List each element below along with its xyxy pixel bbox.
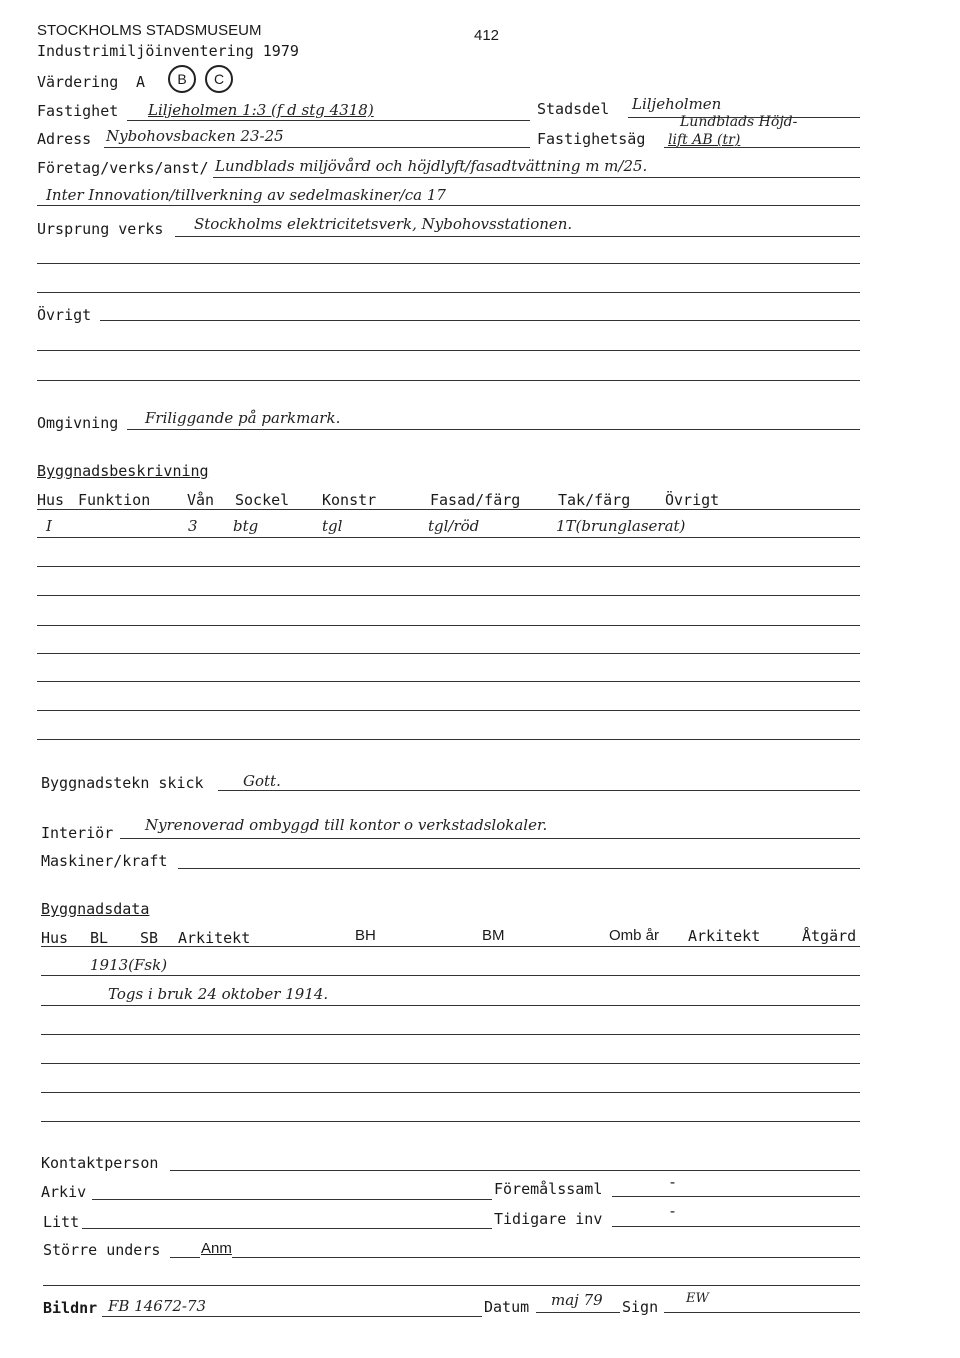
blank-line bbox=[37, 380, 860, 381]
bd-row-line bbox=[41, 975, 860, 976]
blank-line bbox=[43, 1285, 860, 1286]
tidigare-inv-value: - bbox=[668, 1202, 678, 1220]
datum-line bbox=[536, 1312, 620, 1313]
sign-label: Sign bbox=[622, 1298, 659, 1316]
blank-line bbox=[37, 739, 860, 740]
tidigare-inv-line bbox=[612, 1226, 860, 1227]
fastighet-label: Fastighet bbox=[37, 102, 119, 120]
blank-line bbox=[37, 653, 860, 654]
interior-label: Interiör bbox=[41, 824, 114, 842]
blank-line bbox=[41, 1121, 860, 1122]
blank-line bbox=[37, 292, 860, 293]
col-ovrigt: Övrigt bbox=[665, 491, 720, 509]
col-van: Vån bbox=[187, 491, 215, 509]
company-label: Företag/verks/anst/ bbox=[37, 159, 209, 177]
bd-col-bl: BL bbox=[90, 929, 109, 947]
foremalssaml-label: Föremålssaml bbox=[494, 1180, 603, 1198]
col-sockel: Sockel bbox=[235, 491, 290, 509]
bildnr-value: FB 14672-73 bbox=[108, 1297, 207, 1315]
litt-label: Litt bbox=[43, 1213, 80, 1231]
surroundings-label: Omgivning bbox=[37, 414, 119, 432]
blank-line bbox=[37, 350, 860, 351]
blank-line bbox=[37, 625, 860, 626]
adress-value: Nybohovsbacken 23-25 bbox=[106, 127, 284, 145]
page-number: 412 bbox=[474, 27, 500, 44]
condition-value: Gott. bbox=[243, 772, 281, 790]
building-data-heading: Byggnadsdata bbox=[41, 900, 150, 918]
bd-col-atgard: Åtgärd bbox=[802, 927, 857, 945]
interior-line bbox=[120, 838, 860, 839]
datum-label: Datum bbox=[484, 1298, 530, 1316]
origin-line bbox=[175, 236, 860, 237]
origin-label: Ursprung verks bbox=[37, 220, 164, 238]
bd-row-line bbox=[41, 1005, 860, 1006]
col-fasad: Fasad/färg bbox=[430, 491, 521, 509]
stadsdel-label: Stadsdel bbox=[537, 100, 610, 118]
origin-value: Stockholms elektricitetsverk, Nybohovsstationen. bbox=[194, 215, 573, 233]
cell-hus: I bbox=[46, 517, 52, 535]
fastighet-value: Liljeholmen 1:3 (f d stg 4318) bbox=[148, 101, 374, 119]
surroundings-value: Friliggande på parkmark. bbox=[145, 409, 341, 427]
foremalssaml-line bbox=[612, 1196, 860, 1197]
company-value-line1: Lundblads miljövård och höjdlyft/fasadtvättning m m/25. bbox=[215, 157, 648, 175]
col-funktion: Funktion bbox=[78, 491, 151, 509]
valuation-option-a: A bbox=[136, 73, 146, 91]
blank-line bbox=[37, 595, 860, 596]
cell-tak: 1T(brunglaserat) bbox=[556, 517, 686, 535]
interior-value: Nyrenoverad ombyggd till kontor o verkstadslokaler. bbox=[145, 816, 548, 834]
machinery-label: Maskiner/kraft bbox=[41, 852, 168, 870]
bd-line-1: 1913(Fsk) bbox=[90, 956, 168, 974]
bd-col-omb-ar: Omb år bbox=[609, 927, 660, 944]
bd-header-line bbox=[41, 946, 860, 947]
condition-label: Byggnadstekn skick bbox=[41, 774, 204, 792]
adress-label: Adress bbox=[37, 130, 92, 148]
condition-line bbox=[218, 790, 860, 791]
fastighetsag-value-line2: lift AB (tr) bbox=[668, 132, 741, 148]
blank-line bbox=[41, 1092, 860, 1093]
col-tak: Tak/färg bbox=[558, 491, 631, 509]
header-line bbox=[37, 509, 860, 510]
machinery-line bbox=[178, 868, 860, 869]
sign-value: EW bbox=[686, 1291, 709, 1306]
blank-line bbox=[37, 263, 860, 264]
blank-line bbox=[37, 681, 860, 682]
anm-line bbox=[232, 1257, 860, 1258]
kontaktperson-line bbox=[170, 1170, 860, 1171]
fastighet-line bbox=[127, 120, 530, 121]
fastighetsag-label: Fastighetsäg bbox=[537, 130, 646, 148]
bd-col-hus: Hus bbox=[41, 929, 69, 947]
fastighetsag-line bbox=[664, 147, 860, 148]
blank-line bbox=[41, 1034, 860, 1035]
valuation-label: Värdering bbox=[37, 73, 119, 91]
bd-col-bh: BH bbox=[355, 927, 376, 944]
foremalssaml-value: - bbox=[668, 1173, 678, 1191]
other-label: Övrigt bbox=[37, 306, 92, 324]
bd-line-2: Togs i bruk 24 oktober 1914. bbox=[108, 985, 329, 1003]
arkiv-label: Arkiv bbox=[41, 1183, 87, 1201]
litt-line bbox=[82, 1228, 492, 1229]
stadsdel-value: Liljeholmen bbox=[632, 95, 722, 113]
cell-sockel: btg bbox=[233, 517, 259, 535]
row-line bbox=[37, 537, 860, 538]
valuation-option-b-circled: B bbox=[168, 65, 196, 93]
company-line-1 bbox=[213, 177, 860, 178]
bd-col-arkitekt-2: Arkitekt bbox=[688, 927, 761, 945]
kontaktperson-label: Kontaktperson bbox=[41, 1154, 159, 1172]
cell-van: 3 bbox=[188, 517, 198, 535]
cell-fasad: tgl/röd bbox=[428, 517, 480, 535]
surroundings-line bbox=[127, 429, 860, 430]
datum-value: maj 79 bbox=[551, 1291, 603, 1309]
other-line bbox=[100, 320, 860, 321]
building-description-heading: Byggnadsbeskrivning bbox=[37, 462, 209, 480]
company-line-2 bbox=[37, 205, 860, 206]
anm-label: Anm bbox=[201, 1240, 232, 1257]
bildnr-line bbox=[102, 1316, 482, 1317]
inventory-title: Industrimiljöinventering 1979 bbox=[37, 42, 299, 60]
valuation-option-c-circled: C bbox=[205, 65, 233, 93]
tidigare-inv-label: Tidigare inv bbox=[494, 1210, 603, 1228]
col-hus: Hus bbox=[37, 491, 65, 509]
company-value-line2: Inter Innovation/tillverkning av sedelmaskiner/ca 17 bbox=[46, 186, 446, 204]
storre-unders-line bbox=[170, 1257, 200, 1258]
fastighetsag-value-line1: Lundblads Höjd- bbox=[680, 114, 798, 130]
bd-col-arkitekt: Arkitekt bbox=[178, 929, 251, 947]
blank-line bbox=[37, 566, 860, 567]
blank-line bbox=[41, 1063, 860, 1064]
bd-col-sb: SB bbox=[140, 929, 159, 947]
adress-line bbox=[104, 147, 530, 148]
arkiv-line bbox=[92, 1199, 492, 1200]
storre-unders-label: Större unders bbox=[43, 1241, 161, 1259]
col-konstr: Konstr bbox=[322, 491, 377, 509]
bildnr-label: Bildnr bbox=[43, 1299, 98, 1317]
cell-konstr: tgl bbox=[322, 517, 343, 535]
sign-line bbox=[664, 1312, 860, 1313]
blank-line bbox=[37, 710, 860, 711]
museum-title: STOCKHOLMS STADSMUSEUM bbox=[37, 22, 262, 39]
bd-col-bm: BM bbox=[482, 927, 505, 944]
